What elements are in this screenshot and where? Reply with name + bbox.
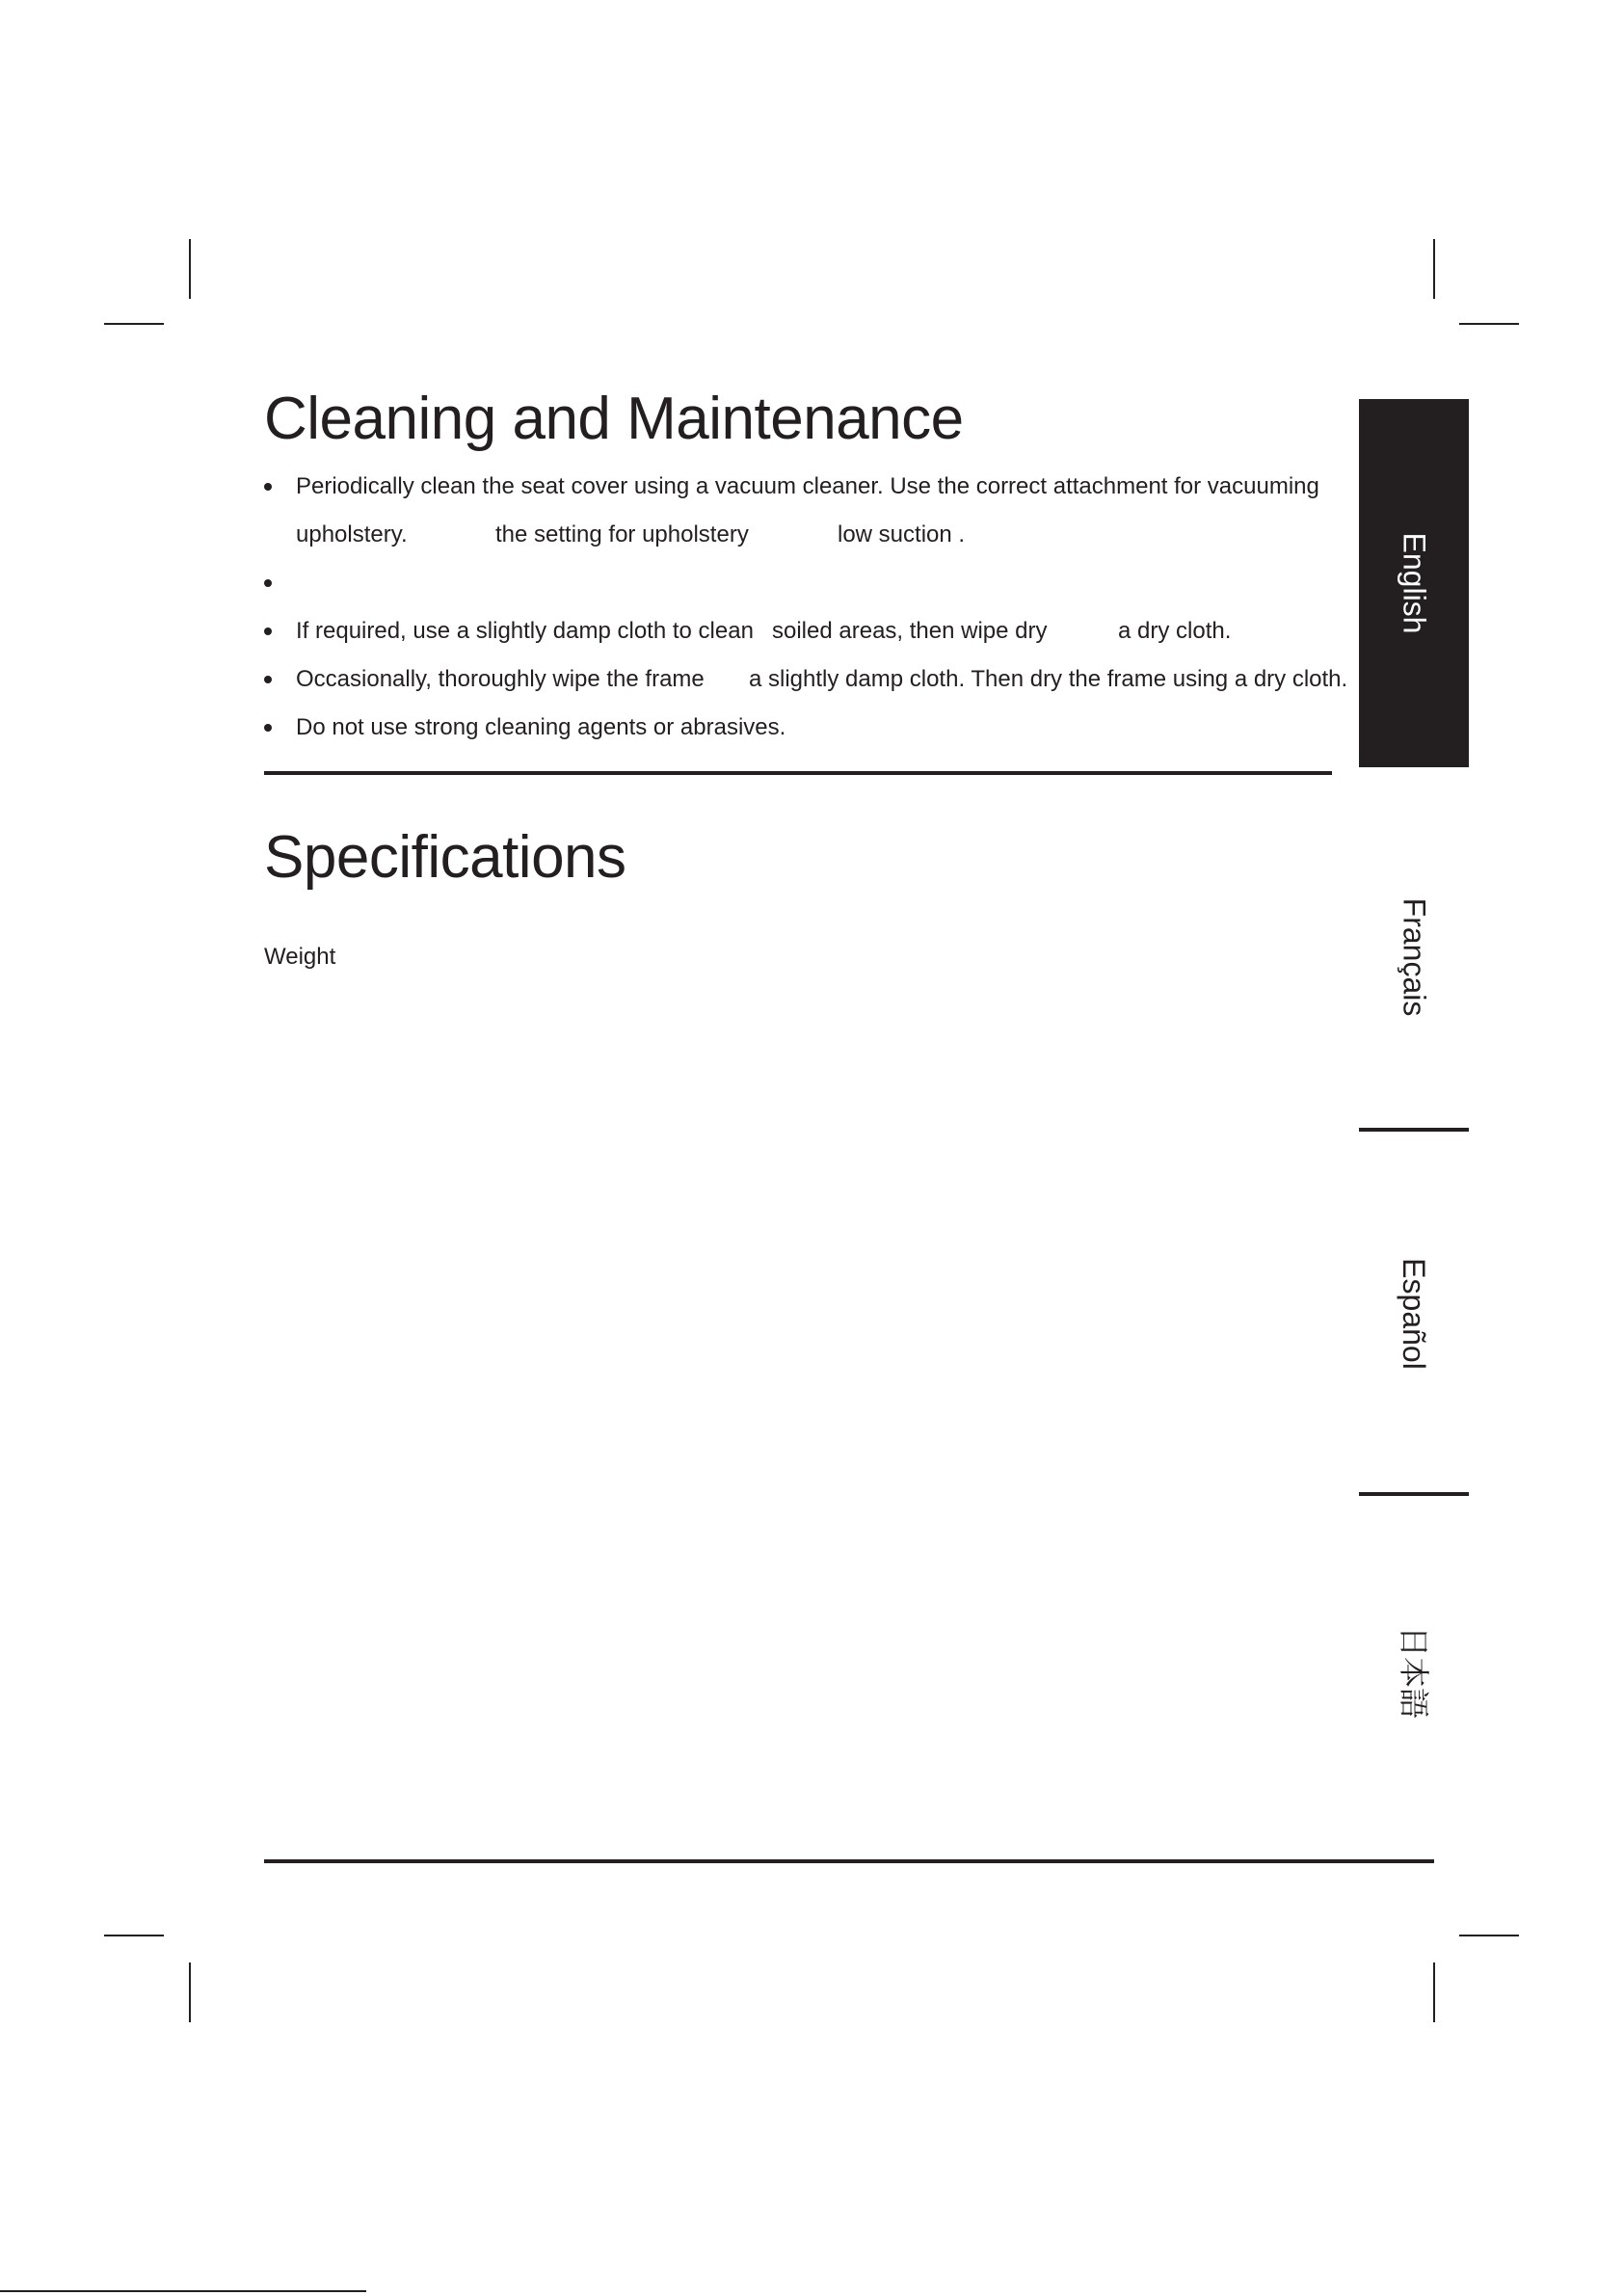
crop-mark (104, 323, 164, 325)
bullet-icon (264, 579, 272, 587)
bullet-text: Do not use strong cleaning agents or abrasives. (296, 714, 786, 740)
bullet-text-part: If required, use a slightly damp cloth to clean (296, 618, 754, 644)
tab-label: Français (1397, 897, 1432, 1017)
crop-mark (1459, 323, 1519, 325)
tab-divider (1359, 1492, 1469, 1496)
section-title-cleaning: Cleaning and Maintenance (264, 386, 964, 452)
bullet-text-part: low suction . (838, 521, 966, 547)
section-title-specifications: Specifications (264, 824, 626, 891)
tab-divider (1359, 1128, 1469, 1132)
spec-label-weight: Weight (264, 944, 336, 970)
bullet-text-part: the setting for upholstery (495, 521, 749, 547)
crop-mark (189, 239, 191, 299)
tab-label: 日本語 (1396, 1625, 1431, 1720)
tab-francais[interactable] (1359, 798, 1469, 1116)
bullet-text-part: Occasionally, thoroughly wipe the frame (296, 666, 705, 692)
tab-english[interactable] (1359, 399, 1469, 767)
page-bottom-rule (264, 1859, 1434, 1863)
tab-espanol[interactable] (1359, 1147, 1469, 1481)
tab-label: English (1396, 532, 1431, 634)
bullet-text: Periodically clean the seat cover using a vacuum cleaner. Use the correct attachment for vacuuming (296, 473, 1319, 499)
bullet-text-part: a dry cloth. (1118, 618, 1232, 644)
tab-label: Español (1397, 1258, 1432, 1370)
bullet-text-part: upholstery. (296, 521, 408, 547)
bullet-icon (264, 627, 272, 635)
bullet-icon (264, 676, 272, 683)
crop-mark (1459, 1935, 1519, 1936)
bullet-icon (264, 724, 272, 732)
section-divider (264, 771, 1332, 775)
bullet-text-part: a slightly damp cloth. Then dry the frame using a dry cloth. (749, 666, 1348, 692)
crop-mark (104, 1935, 164, 1936)
footer-line (0, 2290, 366, 2292)
crop-mark (189, 1962, 191, 2022)
bullet-icon (264, 483, 272, 491)
bullet-text-part: soiled areas, then wipe dry (772, 618, 1048, 644)
crop-mark (1433, 1962, 1435, 2022)
crop-mark (1433, 239, 1435, 299)
tab-japanese[interactable] (1359, 1513, 1469, 1831)
